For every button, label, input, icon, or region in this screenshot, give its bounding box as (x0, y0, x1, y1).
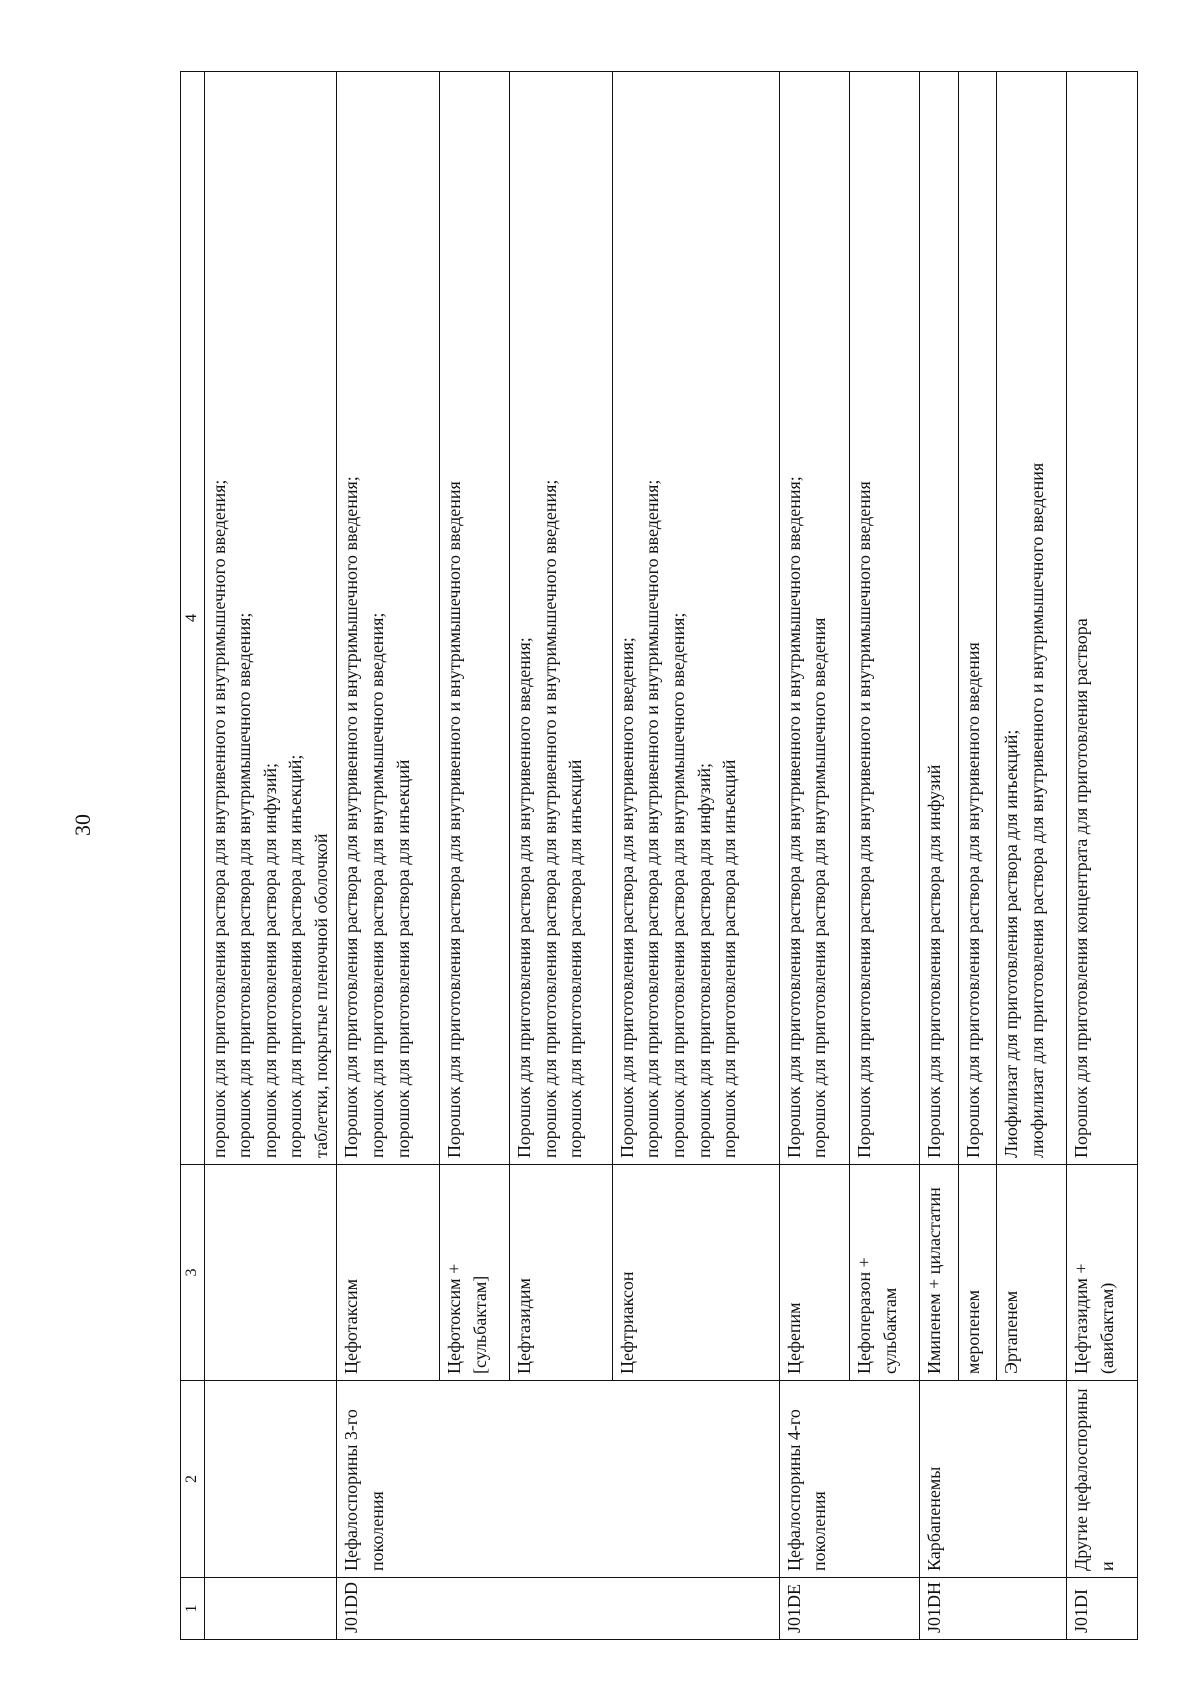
form-line: Порошок для приготовления раствора для внутривенного и внутримышечного введения (443, 481, 464, 1158)
header-row (181, 72, 205, 1640)
drug-name: Цефтазидим (510, 1165, 613, 1381)
drug-name: Цефтриаксон (612, 1165, 779, 1381)
drug-name: Цефтазидим + (авибактам) (1067, 1165, 1138, 1381)
group-name: Цефалоспорины 3-го поколения (337, 1381, 779, 1578)
table-row-continuation (204, 72, 337, 1640)
form-line: порошок для приготовления раствора для внутримышечного введения; (667, 612, 688, 1158)
table-row (779, 72, 849, 1640)
drug-cell-empty (204, 1165, 337, 1381)
forms-cell (849, 72, 919, 1165)
form-line: порошок для приготовления раствора для инъекций (719, 759, 740, 1158)
group-name: Карбапенемы (920, 1381, 1067, 1578)
header-col-3: 3 (181, 1165, 205, 1381)
header-col-1: 1 (181, 1578, 205, 1640)
form-line: порошок для приготовления раствора для инъекций (565, 759, 586, 1158)
atc-code: J01DD (337, 1578, 779, 1640)
drug-name: Цефоперазон + сульбактам (849, 1165, 919, 1381)
forms-cell (439, 72, 509, 1165)
header-col-4: 4 (181, 72, 205, 1165)
drug-name: меропенем (958, 1165, 996, 1381)
form-line: порошок для приготовления раствора для внутримышечного введения (809, 617, 830, 1158)
form-line: Порошок для приготовления раствора для внутривенного и внутримышечного введения; (783, 476, 804, 1158)
drug-name: Эртапенем (997, 1165, 1067, 1381)
atc-code: J01DI (1067, 1578, 1138, 1640)
forms-cell (779, 72, 849, 1165)
drug-name: Имипенем + циластатин (920, 1165, 958, 1381)
code-cell-empty (204, 1578, 337, 1640)
page-number: 30 (70, 814, 95, 836)
table-row (337, 72, 440, 1640)
forms-cell (204, 72, 337, 1165)
form-line: лиофилизат для приготовления раствора для внутривенного и внутримышечного введения (1026, 462, 1047, 1158)
form-line: порошок для приготовления раствора для внутривенного и внутримышечного введения; (539, 479, 560, 1158)
forms-cell (337, 72, 440, 1165)
drug-name: Цефотаксим (337, 1165, 440, 1381)
form-line: Порошок для приготовления раствора для инфузий (924, 764, 945, 1158)
drug-table (180, 71, 1138, 1640)
rotated-table-wrapper (180, 72, 1138, 1640)
drug-name: Цефотоксим + [сульбактам] (439, 1165, 509, 1381)
table-row (1067, 72, 1138, 1640)
group-name: Другие цефалоспорины и (1067, 1381, 1138, 1578)
form-line: порошок для приготовления раствора для инфузий; (259, 762, 280, 1158)
forms-cell (920, 72, 958, 1165)
atc-code: J01DH (920, 1578, 1067, 1640)
form-line: порошок для приготовления раствора для инфузий; (693, 762, 714, 1158)
forms-cell (1067, 72, 1138, 1165)
group-name: Цефалоспорины 4-го поколения (779, 1381, 920, 1578)
form-line: Порошок для приготовления раствора для внутривенного и внутримышечного введения; (341, 476, 362, 1158)
forms-cell (510, 72, 613, 1165)
form-line: порошок для приготовления раствора для инъекций (392, 759, 413, 1158)
form-line: Порошок для приготовления раствора для внутривенного и внутримышечного введения (853, 481, 874, 1158)
form-line: Порошок для приготовления концентрата для приготовления раствора (1071, 618, 1092, 1158)
form-line: порошок для приготовления раствора для внутривенного и внутримышечного введения; (208, 479, 229, 1158)
group-cell-empty (204, 1381, 337, 1578)
form-line: порошок для приготовления раствора для внутримышечного введения; (367, 612, 387, 1158)
forms-cell (958, 72, 996, 1165)
form-line: Порошок для приготовления раствора для внутривенного введения (962, 642, 983, 1158)
form-line: таблетки, покрытые пленочной оболочкой (310, 833, 331, 1158)
form-line: Лиофилизат для приготовления раствора для инъекций; (1001, 729, 1022, 1158)
form-line: Порошок для приготовления раствора для внутривенного введения; (616, 637, 637, 1158)
form-line: порошок для приготовления раствора для внутривенного и внутримышечного введения; (642, 479, 663, 1158)
table-row (920, 72, 958, 1640)
forms-cell (612, 72, 779, 1165)
drug-name: Цефепим (779, 1165, 849, 1381)
form-line: порошок для приготовления раствора для внутримышечного введения; (234, 612, 255, 1158)
forms-cell (997, 72, 1067, 1165)
header-col-2: 2 (181, 1381, 205, 1578)
atc-code: J01DE (779, 1578, 920, 1640)
form-line: порошок для приготовления раствора для инъекций; (285, 754, 306, 1158)
form-line: Порошок для приготовления раствора для внутривенного введения; (514, 637, 535, 1158)
